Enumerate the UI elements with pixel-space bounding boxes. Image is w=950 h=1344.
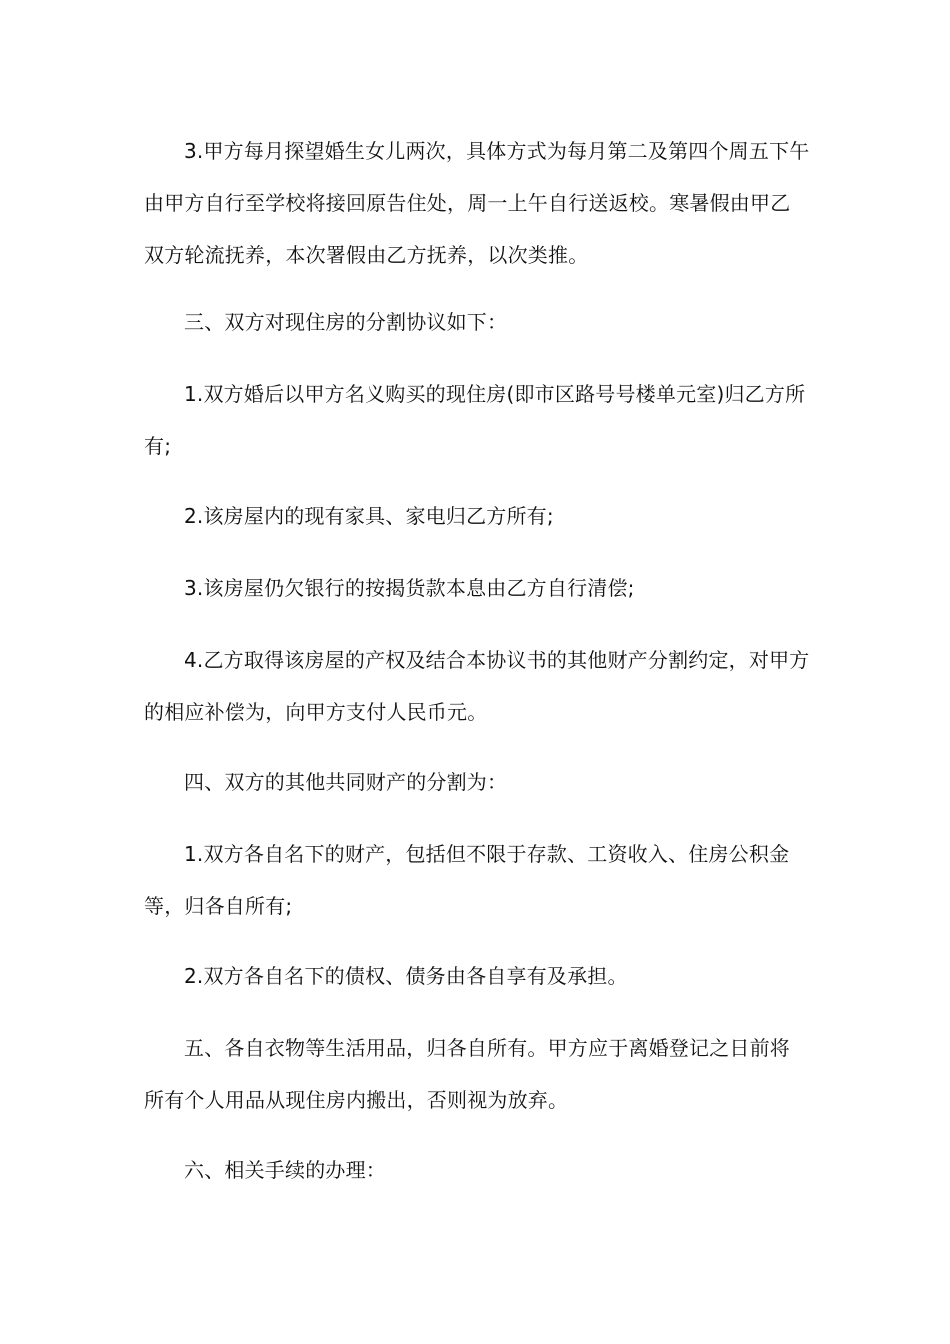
paragraph-personal-items: 五、各自衣物等生活用品，归各自所有。甲方应于离婚登记之日前将所有个人用品从现住房内搬出，否则视为放弃。 [144, 1036, 790, 1112]
paragraph-compensation: 4.乙方取得该房屋的产权及结合本协议书的其他财产分割约定，对甲方的相应补偿为，向甲方支付人民币元。 [144, 648, 810, 724]
paragraph-furniture-appliances: 2.该房屋内的现有家具、家电归乙方所有; [184, 504, 554, 528]
paragraph-visitation-rights: 3.甲方每月探望婚生女儿两次，具体方式为每月第二及第四个周五下午由甲方自行至学校将接回原告住处，周一上午自行送返校。寒暑假由甲乙双方轮流抚养，本次署假由乙方抚养，以次类推。 [144, 139, 810, 267]
paragraph-mortgage: 3.该房屋仍欠银行的按揭货款本息由乙方自行清偿; [184, 576, 635, 600]
heading-procedures: 六、相关手续的办理： [184, 1158, 386, 1182]
heading-other-property: 四、双方的其他共同财产的分割为： [184, 770, 508, 794]
paragraph-personal-assets: 1.双方各自名下的财产，包括但不限于存款、工资收入、住房公积金等，归各自所有; [144, 842, 790, 918]
heading-housing-division: 三、双方对现住房的分割协议如下： [184, 310, 508, 334]
paragraph-house-ownership: 1.双方婚后以甲方名义购买的现住房(即市区路号号楼单元室)归乙方所有; [144, 382, 806, 458]
paragraph-debts: 2.双方各自名下的债权、债务由各自享有及承担。 [184, 964, 628, 988]
